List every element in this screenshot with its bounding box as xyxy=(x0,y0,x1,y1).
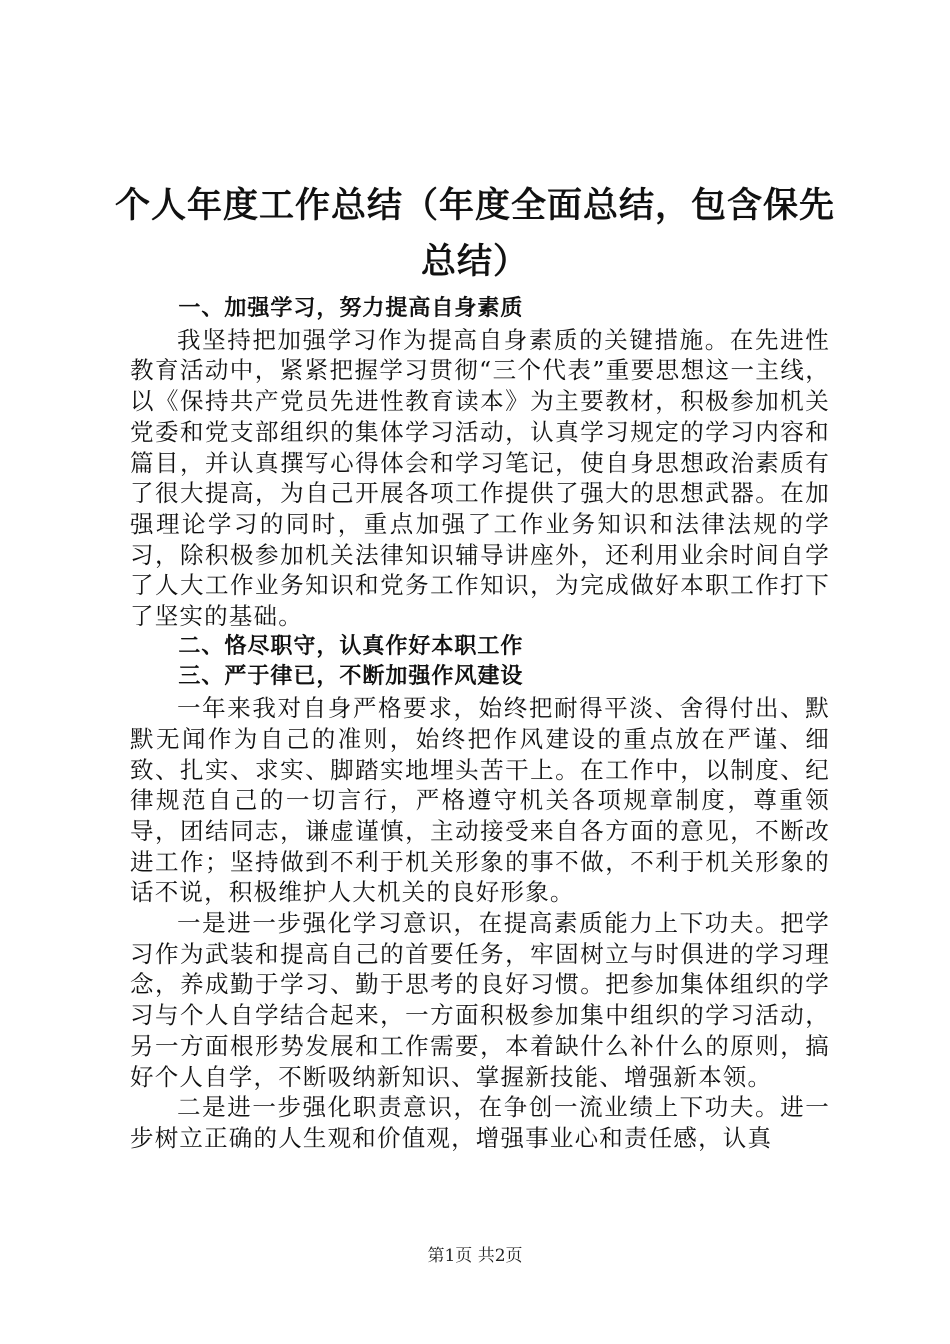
section-heading-1: 一、加强学习，努力提高自身素质 xyxy=(178,296,524,321)
section-heading-3: 三、严于律已，不断加强作风建设 xyxy=(178,664,524,690)
document-title: 个人年度工作总结（年度全面总结，包含保先总结） xyxy=(114,186,835,282)
page-number-footer: 第1页 共2页 xyxy=(427,1246,523,1266)
document-body xyxy=(130,294,830,1154)
section-heading-2: 二、恪尽职守，认真作好本职工作 xyxy=(178,633,524,659)
paragraph-1: 我坚持把加强学习作为提高自身素质的关键措施。在先进性教育活动中，紧紧把握学习贯彻“三个代表”重要思想这一主线，以《保持共产党员先进性教育读本》为主要教材，积极参加机关党委和党支部组织的集体学习活动，认真学习规定的学习内容和篇目，并认真撰写心得体会和学习笔记，使自身思想政治素质有了很大提高，为自己开展各项工作提供了强大的思想武器。在加强理论学习的同时，重点加强了工作业务知识和法律法规的学习，除积极参加机关法律知识辅导讲座外，还利用业余时间自学了人大工作业务知识和党务工作知识，为完成做好本职工作打下了坚实的基础。 xyxy=(130,325,830,631)
paragraph-4: 二是进一步强化职责意识，在争创一流业绩上下功夫。进一步树立正确的人生观和价值观，增强事业心和责任感，认真 xyxy=(130,1093,830,1152)
paragraph-3: 一是进一步强化学习意识，在提高素质能力上下功夫。把学习作为武装和提高自己的首要任务，牢固树立与时俱进的学习理念，养成勤于学习、勤于思考的良好习惯。把参加集体组织的学习与个人自学结合起来，一方面积极参加集中组织的学习活动，另一方面根形势发展和工作需要，本着缺什么补什么的原则，搞好个人自学，不断吸纳新知识、掌握新技能、增强新本领。 xyxy=(130,909,830,1091)
paragraph-2: 一年来我对自身严格要求，始终把耐得平淡、舍得付出、默默无闻作为自己的准则，始终把作风建设的重点放在严谨、细致、扎实、求实、脚踏实地埋头苦干上。在工作中，以制度、纪律规范自己的一切言行，严格遵守机关各项规章制度，尊重领导，团结同志，谦虚谨慎，主动接受来自各方面的意见，不断改进工作；坚持做到不利于机关形象的事不做，不利于机关形象的话不说，积极维护人大机关的良好形象。 xyxy=(130,694,830,907)
